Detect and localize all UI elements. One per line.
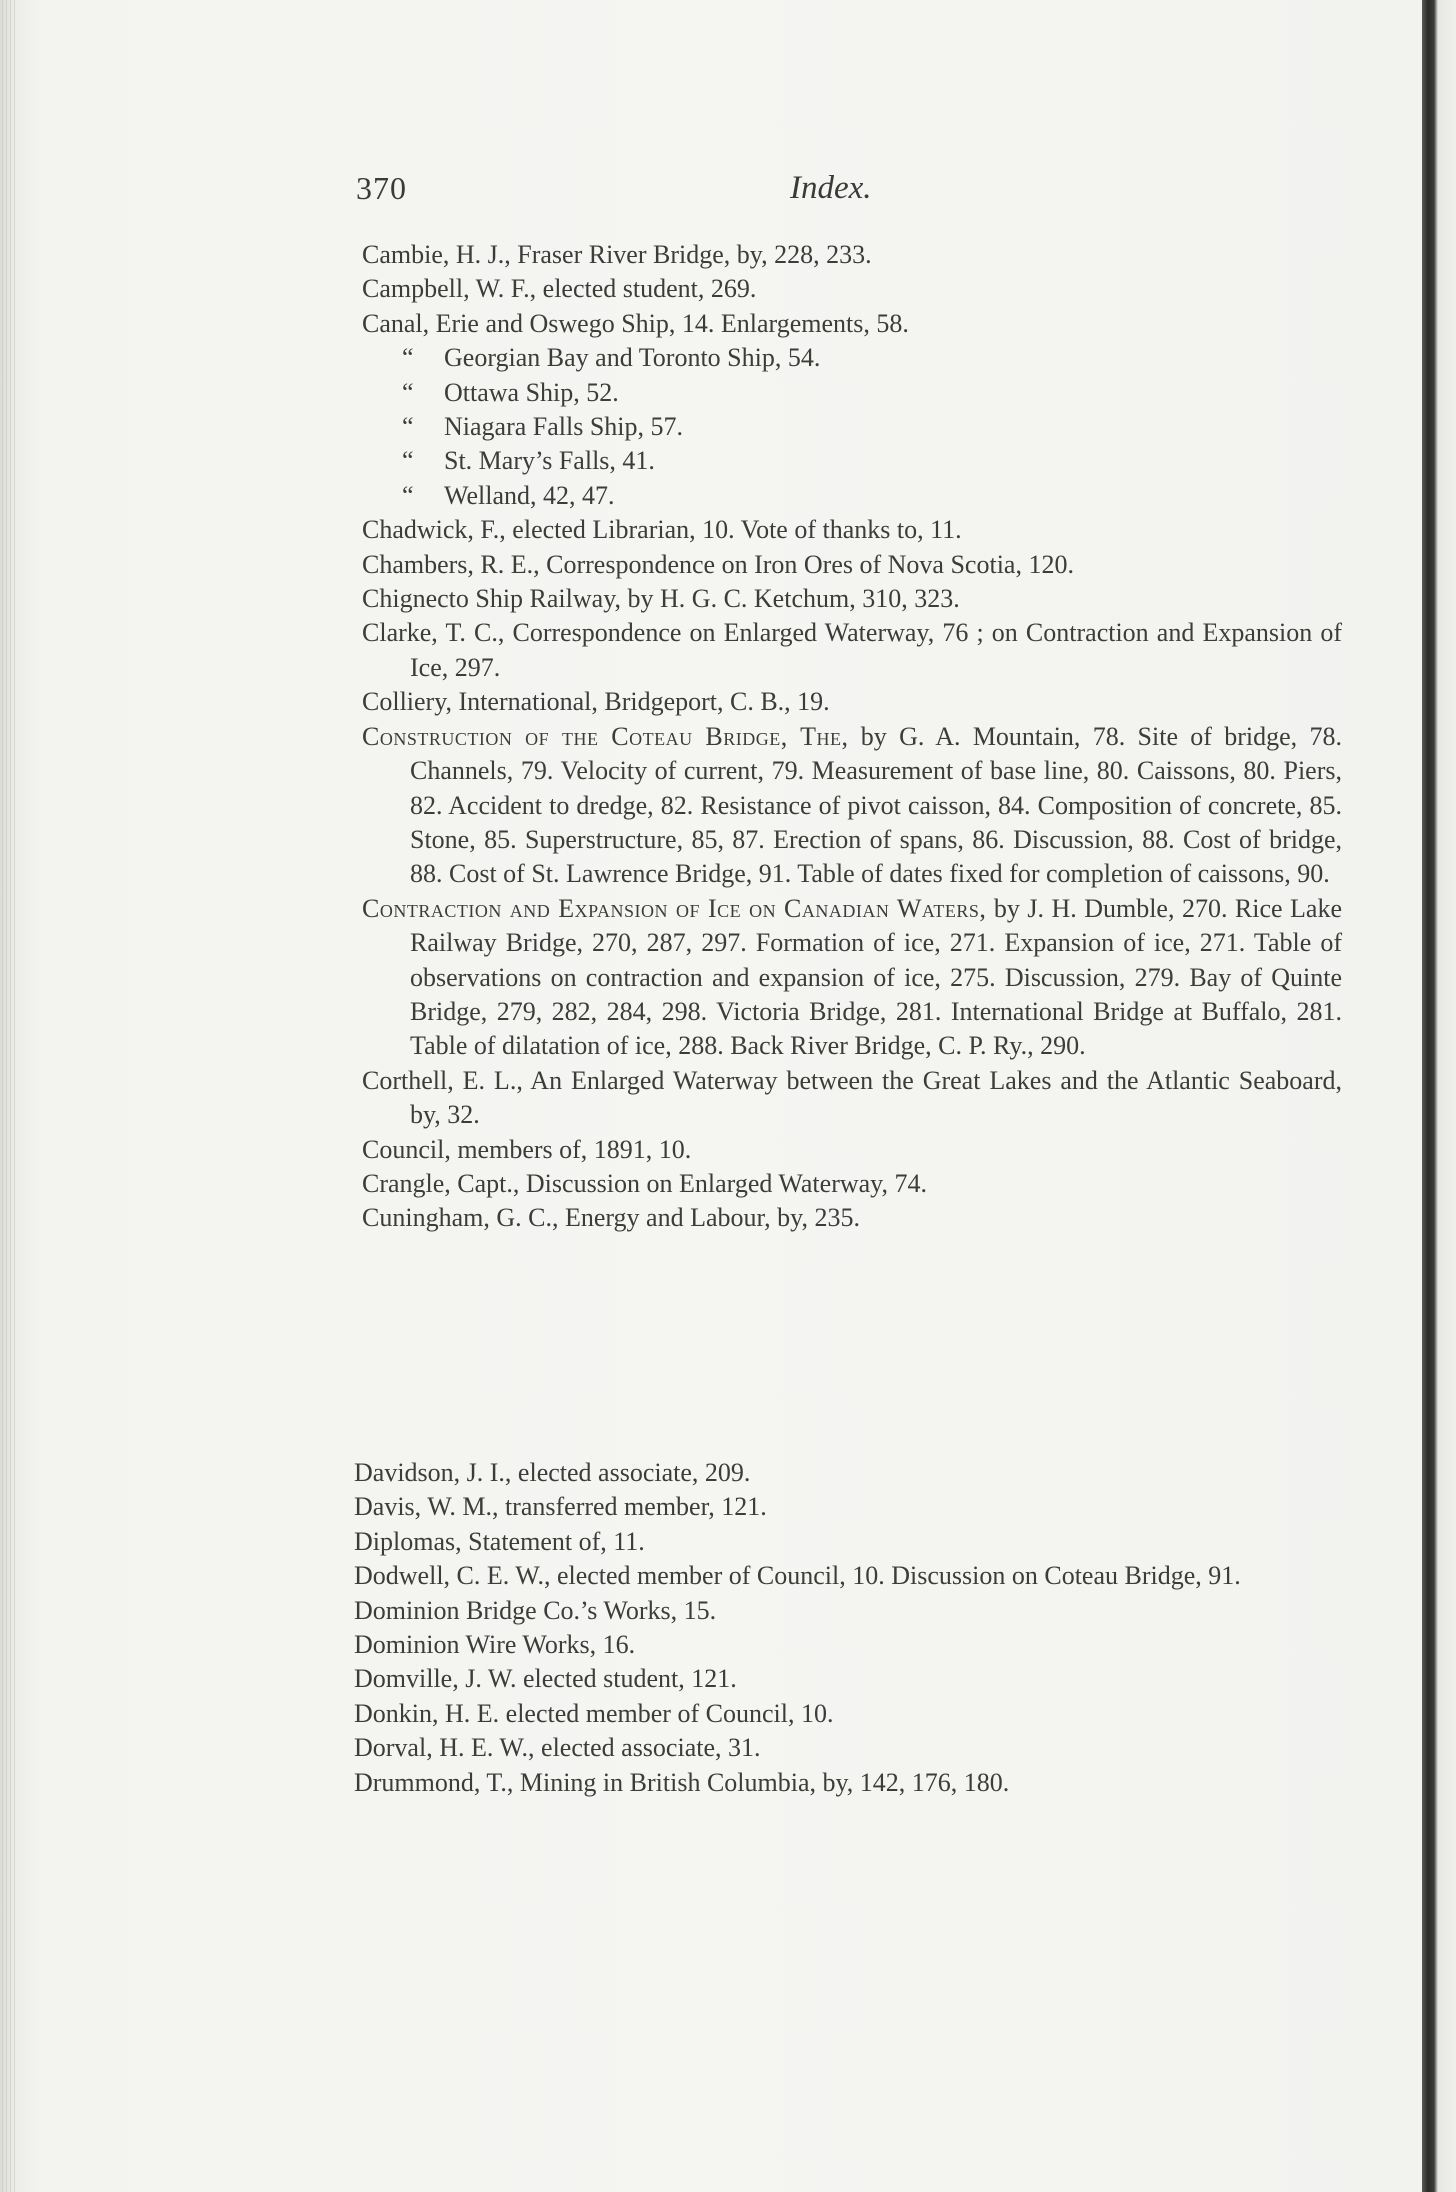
entry-text: by J. H. Dumble, 270. Rice Lake Railway Bridge, 270, 287, 297. Formation of ice, 271. Expansion of ice, 271. Table of observations on contraction and expansion of ice, 275. Discussion, 279. Bay of Quinte Bridge, 279, 282, 284, 298. Victoria Bridge, 281. International Bridge at Buffalo, 281. Table of dilatation of ice, 288. Back River Bridge, C. P. Ry., 290. bbox=[410, 893, 1342, 1061]
entry-text: Chambers, R. E., Correspondence on Iron Ores of Nova Scotia, 120. bbox=[362, 549, 1074, 579]
index-entry bbox=[354, 1628, 1334, 1662]
index-subentry bbox=[362, 479, 1342, 513]
index-subentry bbox=[362, 444, 1342, 478]
page-edge-texture bbox=[2, 0, 18, 2192]
entry-text: Diplomas, Statement of, 11. bbox=[354, 1526, 645, 1556]
ditto-mark: “ bbox=[402, 412, 414, 442]
entry-text: Drummond, T., Mining in British Columbia, by, 142, 176, 180. bbox=[354, 1767, 1010, 1797]
ditto-mark: “ bbox=[402, 480, 414, 510]
index-section-c bbox=[362, 238, 1342, 1236]
index-entry bbox=[362, 548, 1342, 582]
index-entry bbox=[354, 1559, 1334, 1593]
entry-text: Crangle, Capt., Discussion on Enlarged Waterway, 74. bbox=[362, 1168, 927, 1198]
index-entry bbox=[362, 238, 1342, 272]
index-entry bbox=[354, 1490, 1334, 1524]
index-entry bbox=[354, 1594, 1334, 1628]
entry-text: Donkin, H. E. elected member of Council, 10. bbox=[354, 1698, 834, 1728]
page-number: 370 bbox=[356, 170, 407, 206]
entry-text: Colliery, International, Bridgeport, C. B., 19. bbox=[362, 687, 830, 717]
index-entry bbox=[354, 1731, 1334, 1765]
entry-text: Cuningham, G. C., Energy and Labour, by, 235. bbox=[362, 1203, 860, 1233]
entry-text: Chadwick, F., elected Librarian, 10. Vote of thanks to, 11. bbox=[362, 515, 962, 545]
entry-text: Dodwell, C. E. W., elected member of Council, 10. Discussion on Coteau Bridge, 91. bbox=[354, 1561, 1241, 1591]
ditto-mark: “ bbox=[402, 343, 414, 373]
entry-text: Welland, 42, 47. bbox=[444, 480, 615, 510]
entry-text: Council, members of, 1891, 10. bbox=[362, 1134, 692, 1164]
entry-text: Canal, Erie and Oswego Ship, 14. Enlargements, 58. bbox=[362, 308, 909, 338]
index-entry bbox=[362, 513, 1342, 547]
entry-text: Chignecto Ship Railway, by H. G. C. Ketchum, 310, 323. bbox=[362, 584, 960, 614]
index-entry bbox=[362, 1201, 1342, 1235]
index-entry bbox=[354, 1525, 1334, 1559]
entry-heading-smallcaps: Construction of the Coteau Bridge, The, bbox=[362, 721, 849, 751]
entry-text: Corthell, E. L., An Enlarged Waterway between the Great Lakes and the Atlantic Seaboard, by, 32. bbox=[362, 1065, 1342, 1130]
index-entry bbox=[362, 892, 1342, 1064]
index-subentry bbox=[362, 376, 1342, 410]
running-title: Index. bbox=[790, 170, 872, 206]
entry-heading-smallcaps: Contraction and Expansion of Ice on Canadian Waters, bbox=[362, 893, 987, 923]
index-subentry bbox=[362, 410, 1342, 444]
entry-text: Davidson, J. I., elected associate, 209. bbox=[354, 1458, 751, 1487]
index-entry bbox=[362, 616, 1342, 685]
index-entry bbox=[354, 1766, 1334, 1800]
index-entry bbox=[362, 1133, 1342, 1167]
index-entry bbox=[362, 1167, 1342, 1201]
entry-text: St. Mary’s Falls, 41. bbox=[444, 446, 655, 476]
index-entry bbox=[362, 582, 1342, 616]
entry-text: Ottawa Ship, 52. bbox=[444, 377, 619, 407]
index-entry bbox=[362, 1064, 1342, 1133]
entry-text: Georgian Bay and Toronto Ship, 54. bbox=[444, 343, 821, 373]
index-entry bbox=[362, 720, 1342, 892]
index-entry bbox=[362, 272, 1342, 306]
entry-text: Campbell, W. F., elected student, 269. bbox=[362, 274, 757, 304]
entry-text: Cambie, H. J., Fraser River Bridge, by, 228, 233. bbox=[362, 240, 872, 269]
index-entry bbox=[354, 1662, 1334, 1696]
entry-text: Dominion Wire Works, 16. bbox=[354, 1630, 636, 1660]
entry-text: Dorval, H. E. W., elected associate, 31. bbox=[354, 1733, 761, 1763]
index-subentry bbox=[362, 341, 1342, 375]
index-section-d bbox=[354, 1456, 1334, 1800]
index-entry bbox=[362, 685, 1342, 719]
entry-text: Clarke, T. C., Correspondence on Enlarged Waterway, 76 ; on Contraction and Expansion of Ice, 297. bbox=[362, 618, 1342, 682]
entry-text: Domville, J. W. elected student, 121. bbox=[354, 1664, 737, 1694]
entry-text: Dominion Bridge Co.’s Works, 15. bbox=[354, 1595, 717, 1625]
entry-text: Davis, W. M., transferred member, 121. bbox=[354, 1492, 767, 1522]
page-header bbox=[352, 160, 1282, 210]
ditto-mark: “ bbox=[402, 446, 414, 476]
binding-shadow bbox=[1422, 0, 1456, 2192]
entry-text: Niagara Falls Ship, 57. bbox=[444, 412, 684, 442]
entry-text: by G. A. Mountain, 78. Site of bridge, 78. Channels, 79. Velocity of current, 79. Measurement of base line, 80. Caissons, 80. Piers, 82. Accident to dredge, 82. Resistance of pivot caisson, 84. Composition of concrete, 85. Stone, 85. Superstructure, 85, 87. Erection of spans, 86. Discussion, 88. Cost of bridge, 88. Cost of St. Lawrence Bridge, 91. Table of dates fixed for completion of caissons, 90. bbox=[410, 721, 1342, 889]
index-entry bbox=[354, 1697, 1334, 1731]
ditto-mark: “ bbox=[402, 377, 414, 407]
index-entry bbox=[362, 307, 1342, 341]
index-entry bbox=[354, 1456, 1334, 1490]
